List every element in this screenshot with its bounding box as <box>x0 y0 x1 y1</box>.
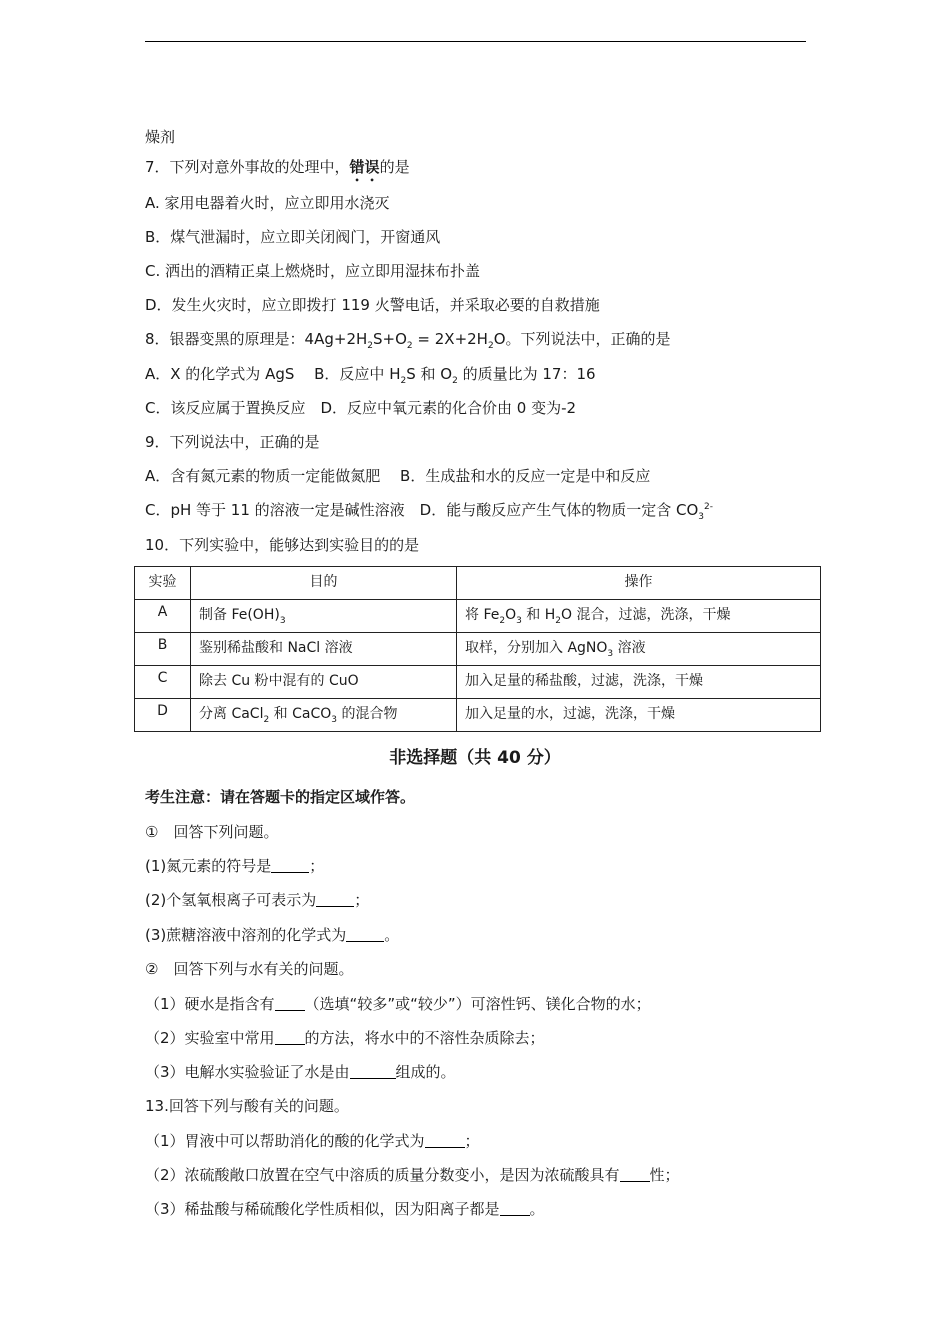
q11-part-1: (1)氮元素的符号是 ； <box>145 857 325 875</box>
q11-part-3: (3)蔗糖溶液中溶剂的化学式为 。 <box>145 926 400 944</box>
q10-stem: 10．下列实验中，能够达到实验目的的是 <box>145 536 420 554</box>
table-header-cell: 实验 <box>135 567 191 600</box>
q13-part-3: （3）稀盐酸与稀硫酸化学性质相似，因为阳离子都是 。 <box>145 1200 545 1218</box>
table-row <box>135 666 821 699</box>
answer-blank[interactable] <box>271 858 309 873</box>
q8-options-cd: C．该反应属于置换反应 D．反应中氧元素的化合价由 0 变为-2 <box>145 399 577 417</box>
table-row <box>135 699 821 732</box>
row-purpose: 分离 CaCl$_2$ 和 CaCO$_3$ 的混合物 <box>191 699 457 732</box>
row-operation: 将 $Fe_2O_3$ 和 $H_2O$ 混合，过滤，洗涤，干燥 <box>457 600 821 633</box>
q7-option-d: D．发生火灾时，应立即拨打 119 火警电话，并采取必要的自救措施 <box>145 296 600 314</box>
row-id: D <box>135 699 191 732</box>
q12-part-1: （1）硬水是指含有 （选填“较多”或“较少”）可溶性钙、镁化合物的水； <box>145 995 651 1013</box>
q7-option-b: B．煤气泄漏时，应立即关闭阀门，开窗通风 <box>145 228 441 246</box>
row-id: C <box>135 666 191 699</box>
q7-stem: 7．下列对意外事故的处理中，错误的是 <box>145 158 410 176</box>
answer-blank[interactable] <box>350 1064 396 1079</box>
table-header-row <box>135 567 821 600</box>
answer-blank[interactable] <box>500 1201 530 1216</box>
q9-options-cd: C．pH 等于 11 的溶液一定是碱性溶液 D．能与酸反应产生气体的物质一定含 $CO_3^{2-}$ <box>145 501 713 522</box>
answer-blank[interactable] <box>620 1167 650 1182</box>
row-operation: 加入足量的稀盐酸，过滤，洗涤，干燥 <box>457 666 821 699</box>
answer-blank[interactable] <box>316 892 354 907</box>
row-purpose: 除去 Cu 粉中混有的 CuO <box>191 666 457 699</box>
section-title: 非选择题（共 40 分） <box>389 748 561 768</box>
table-row <box>135 600 821 633</box>
q13-part-2: （2）浓硫酸敞口放置在空气中溶质的质量分数变小，是因为浓硫酸具有 性； <box>145 1166 680 1184</box>
answer-blank[interactable] <box>346 927 384 942</box>
q12-part-3: （3）电解水实验验证了水是由 组成的。 <box>145 1063 456 1081</box>
table-header-cell: 目的 <box>191 567 457 600</box>
q9-options-ab: A．含有氮元素的物质一定能做氮肥 B．生成盐和水的反应一定是中和反应 <box>145 467 651 485</box>
q8-stem: 8．银器变黑的原理是：$4Ag+2H_2S+O_2 = 2X+2H_2O$。下列说法中，正确的是 <box>145 330 671 351</box>
q8-options-ab: A．X 的化学式为 AgS B．反应中 $H_2S$ 和 $O_2$ 的质量比为 17：16 <box>145 365 596 386</box>
notice-text: 考生注意：请在答题卡的指定区域作答。 <box>145 788 416 806</box>
q12-part-2: （2）实验室中常用 的方法，将水中的不溶性杂质除去； <box>145 1029 545 1047</box>
q13-stem: 13.回答下列与酸有关的问题。 <box>145 1097 349 1115</box>
carry-over-text: 燥剂 <box>145 128 176 146</box>
answer-blank[interactable] <box>275 996 305 1011</box>
row-operation: 加入足量的水，过滤，洗涤，干燥 <box>457 699 821 732</box>
q9-stem: 9．下列说法中，正确的是 <box>145 433 320 451</box>
row-operation: 取样，分别加入 AgNO$_3$ 溶液 <box>457 633 821 666</box>
q7-emphasis: 错误 <box>349 158 380 176</box>
table-header-cell: 操作 <box>457 567 821 600</box>
q11-stem: ① 回答下列问题。 <box>145 823 279 841</box>
answer-blank[interactable] <box>425 1133 465 1148</box>
row-id: B <box>135 633 191 666</box>
q13-part-1: （1）胃液中可以帮助消化的酸的化学式为 ； <box>145 1132 480 1150</box>
q11-part-2: (2)个氢氧根离子可表示为 ； <box>145 891 370 909</box>
header-rule <box>145 41 806 42</box>
row-id: A <box>135 600 191 633</box>
table-row <box>135 633 821 666</box>
answer-blank[interactable] <box>275 1030 305 1045</box>
experiment-table <box>134 566 821 732</box>
row-purpose: 鉴别稀盐酸和 NaCl 溶液 <box>191 633 457 666</box>
q7-option-c: C. 洒出的酒精正桌上燃烧时，应立即用湿抹布扑盖 <box>145 262 481 280</box>
q12-stem: ② 回答下列与水有关的问题。 <box>145 960 354 978</box>
row-purpose: 制备 $Fe(OH)_3$ <box>191 600 457 633</box>
q7-option-a: A. 家用电器着火时，应立即用水浇灭 <box>145 194 390 212</box>
